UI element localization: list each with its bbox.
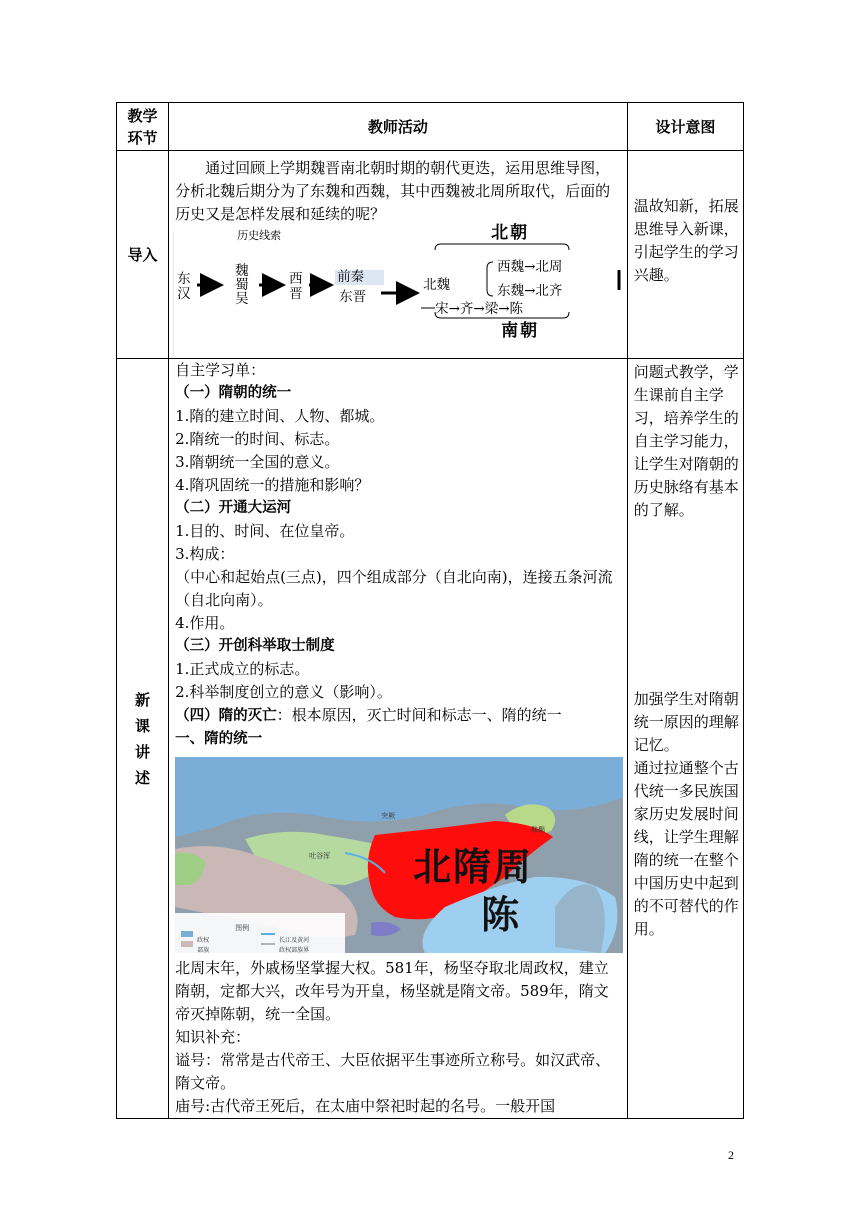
intro-intent-text: 温故知新，拓展思维导入新课，引起学生的学习兴趣。 [633,197,739,284]
narrative-paragraph: 北周末年，外戚杨坚掌握大权。581年，杨坚夺取北周政权，建立隋朝，定都大兴，改年号为开皇，杨坚就是隋文帝。589年，隋文帝灭掉陈朝，统一全国。 [175,959,609,1023]
row-eastern-wei-northern-qi: 东魏→北齐 [497,283,563,299]
node-western-jin-line2: 晋 [289,286,303,302]
intro-paragraph: 通过回顾上学期魏晋南北朝时期的朝代更迭，运用思维导图，分析北魏后期分为了东魏和西魏，其中西魏被北周所取代，后面的历史又是怎样发展和延续的呢？ [175,159,611,223]
stage-char-2: 课 [135,716,151,735]
map-legend-title: 图例 [235,924,250,932]
history-timeline-diagram [173,223,621,358]
study-title: 自主学习单： [175,361,266,379]
study-question: 4.隋巩固统一的措施和影响？ [175,476,370,494]
lesson-plan-table [116,102,744,1119]
node-northern-wei: 北魏 [423,277,451,293]
legend-swatch-regime [181,931,193,937]
header-stage-line2: 环节 [127,128,158,147]
study-question: 2.隋统一的时间、标志。 [175,430,340,448]
label-southern-dynasties: 南朝 [501,321,540,341]
map-legend-item-tribe: 部族 [197,947,210,954]
new-lesson-intent-cell [627,359,743,1119]
posthumous-name-note: 谥号：常常是古代帝王、大臣依据平生事迹所立称号。如汉武帝、隋文帝。 [175,1051,611,1092]
study-question: 1.目的、时间、在位皇帝。 [175,522,355,540]
node-eastern-han-line1: 东 [177,271,191,287]
map-label-mohe: 靺鞨 [531,826,546,834]
page-number: 2 [728,1148,734,1162]
supplement-title: 知识补充： [175,1028,251,1046]
study-question: 3.隋朝统一全国的意义。 [175,453,340,471]
node-three-kingdoms-shu: 蜀 [235,277,249,293]
row-southern-dynasties: 宋→齐→梁→陈 [435,301,524,317]
intent-unification-reason: 加强学生对隋朝统一原因的理解记忆。 [633,690,739,754]
study-question: 2.科举制度创立的意义（影响）。 [175,683,392,701]
map-legend-item-river: 长江及黄河 [279,937,310,944]
new-lesson-stage-vertical [117,687,168,791]
timeline-title: 历史线索 [237,229,282,242]
stage-char-1: 新 [135,690,151,709]
map-legend-item-border: 政权部族界 [279,947,310,954]
intent-timeline: 通过拉通整个古代统一多民族国家历史发展时间线，让学生理解隋的统一在整个中国历史中起到的不可替代的作用。 [633,759,739,938]
study-section-4-rest: ：根本原因，灭亡时间和标志一、隋的统一 [276,706,562,724]
study-question: 4.作用。 [175,614,235,632]
study-section-4 [175,704,623,728]
header-teacher-activity: 教师活动 [169,103,628,151]
study-section-heading: （二）开通大运河 [175,500,292,516]
study-section-4-label: （四）隋的灭亡 [175,708,277,724]
map-label-tuyuhun: 吐谷浑 [309,852,331,860]
new-lesson-stage-label [117,359,169,1119]
stage-char-3: 讲 [135,742,151,761]
header-stage [117,105,168,149]
legend-swatch-tribe [181,941,193,947]
temple-name-note: 庙号:古代帝王死后，在太庙中祭祀时起的名号。一般开国 [175,1097,556,1115]
node-eastern-han [177,272,191,302]
intro-activity-cell [169,151,628,359]
subheading-sui-unification: 一、隋的统一 [175,731,263,747]
node-eastern-jin: 东晋 [339,289,367,305]
row-western-wei-northern-zhou: 西魏→北周 [497,259,563,275]
header-stage-cell [117,103,169,151]
node-former-qin: 前秦 [335,270,384,285]
node-three-kingdoms-wu: 吴 [235,291,249,307]
northern-dynasties-brace [435,244,569,250]
node-eastern-han-line2: 汉 [177,286,191,302]
intro-row [117,151,744,359]
new-lesson-row [117,359,744,1119]
study-question: 1.隋的建立时间、人物、都城。 [175,407,385,425]
header-stage-line1: 教学 [127,106,158,125]
table-header-row [117,103,744,151]
header-design-intent: 设计意图 [627,103,743,151]
study-items [175,382,623,704]
node-three-kingdoms [235,264,249,306]
map-legend-item-regime: 政权 [197,937,210,944]
stage-char-4: 述 [135,768,151,787]
node-three-kingdoms-wei: 魏 [235,263,249,279]
sui-unification-map [175,757,623,953]
study-section-heading: （一）隋朝的统一 [175,385,292,401]
map-label-chen: 陈 [481,893,520,937]
map-label-tujue: 突厥 [381,812,396,820]
node-western-jin-line1: 西 [289,271,303,287]
intent-self-study: 问题式教学，学生课前自主学习，培养学生的自主学习能力，让学生对隋朝的历史脉络有基本的了解。 [633,363,739,519]
intro-stage-label: 导入 [117,151,169,359]
study-question: 3.构成： [175,545,235,563]
study-section-heading: （三）开创科举取士制度 [175,638,335,654]
map-label-sui-zhou: 北隋周 [413,845,534,889]
new-lesson-activity-cell [169,359,628,1119]
self-study-sheet [169,359,627,1118]
intro-intent-cell [627,151,743,359]
wei-split-brace [487,262,493,296]
label-northern-dynasties: 北朝 [491,223,530,243]
node-western-jin [289,272,303,302]
study-question: 1.正式成立的标志。 [175,660,310,678]
study-question: （中心和起始点(三点)，四个组成部分（自北向南)，连接五条河流（自北向南）。 [175,568,613,609]
